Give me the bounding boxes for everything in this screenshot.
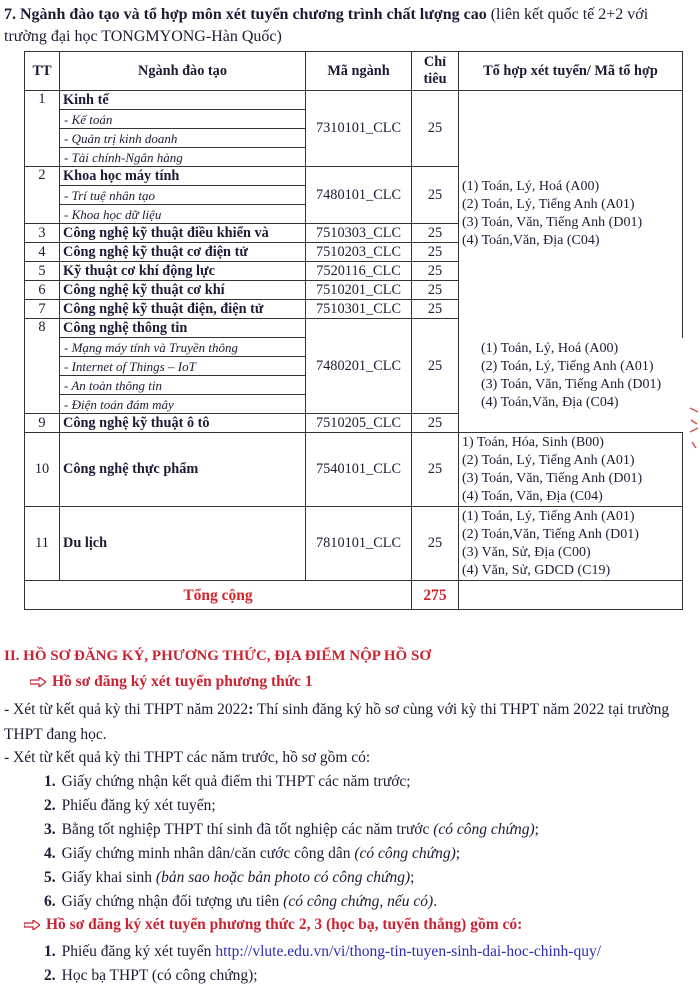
list-item [44, 866, 414, 890]
major-quota: 25 [412, 433, 459, 507]
list-item [44, 842, 460, 866]
total-row [25, 581, 683, 610]
list-item [44, 964, 258, 988]
major-name: Công nghệ kỹ thuật ô tô [60, 414, 306, 433]
item-text: Giấy chứng nhận đối tượng ưu tiên [61, 893, 284, 910]
combo-item: (1) Toán, Lý, Tiếng Anh (A01) [462, 508, 635, 524]
major-code: 7540101_CLC [306, 433, 412, 507]
major-name: Công nghệ thực phẩm [60, 433, 306, 507]
table-row [25, 414, 683, 433]
paragraph-current-year-text: Thí sinh đăng ký hồ sơ cùng với kỳ thi THPT năm 2022 tại trường THPT đang học. [4, 701, 670, 743]
major-name: Công nghệ thông tin [60, 319, 306, 338]
sub-major: - Mạng máy tính và Truyền thông [60, 338, 306, 357]
sub-major: - Điện toán đám mây [60, 395, 306, 414]
header-code: Mã ngành [306, 52, 412, 91]
major-code: 7510205_CLC [306, 414, 412, 433]
combo-item: (3) Toán, Văn, Tiếng Anh (D01) [481, 377, 662, 392]
major-code: 7510201_CLC [306, 281, 412, 300]
item-note: (có công chứng) [354, 845, 456, 862]
hand-pointing-icon [30, 677, 46, 687]
table-row [25, 91, 683, 110]
item-text: Phiếu đăng ký xét tuyển [61, 943, 216, 960]
section-7-title-bold: 7. Ngành đào tạo và tổ hợp môn xét tuyển chương trình chất lượng cao [4, 6, 487, 23]
combo-group-food [459, 433, 683, 507]
item-number: 2. [44, 797, 56, 814]
row-tt: 7 [25, 300, 60, 319]
item-text: Phiếu đăng ký xét tuyển; [61, 797, 216, 814]
major-quota: 25 [412, 224, 459, 243]
major-code: 7510301_CLC [306, 300, 412, 319]
header-tt: TT [25, 52, 60, 91]
list-item [44, 890, 437, 914]
major-name: Công nghệ kỹ thuật điều khiển và [60, 224, 306, 243]
total-value: 275 [412, 581, 459, 610]
combo-item: (4) Toán, Văn, Địa (C04) [462, 488, 603, 504]
paragraph-previous-years: - Xét từ kết quả kỳ thi THPT các năm trước, hồ sơ gồm có: [4, 749, 371, 766]
paragraph-colon: : [248, 701, 254, 718]
major-quota: 25 [412, 281, 459, 300]
item-text: Giấy chứng nhận kết quả điểm thi THPT các năm trước; [61, 773, 411, 790]
method-1-heading [30, 673, 313, 691]
combo-item: (2) Toán,Văn, Tiếng Anh (D01) [462, 526, 639, 542]
major-quota: 25 [412, 300, 459, 319]
item-number: 2. [44, 967, 56, 984]
major-code: 7510203_CLC [306, 243, 412, 262]
section-7-title-rest: (liên kết quốc tế 2+2 với trường đại học TONGMYONG-Hàn Quốc) [4, 6, 649, 45]
major-name: Du lịch [60, 507, 306, 581]
combo-group-2 [481, 340, 661, 412]
item-number: 6. [44, 893, 56, 910]
item-text: Học bạ THPT (có công chứng); [61, 967, 258, 984]
combo-item: (2) Toán, Lý, Tiếng Anh (A01) [481, 359, 654, 374]
sub-major: - Trí tuệ nhân tạo [60, 186, 306, 205]
combo-group-1 [459, 91, 683, 338]
method-1-title: Hồ sơ đăng ký xét tuyển phương thức 1 [52, 673, 313, 690]
majors-table [24, 51, 683, 610]
major-name: Kỹ thuật cơ khí động lực [60, 262, 306, 281]
major-quota: 25 [412, 507, 459, 581]
header-quota: Chỉ tiêu [412, 52, 459, 91]
hand-pointing-icon [24, 920, 40, 930]
item-tail: . [433, 893, 438, 910]
sub-major: - Quản trị kinh doanh [60, 129, 306, 148]
major-quota: 25 [412, 319, 459, 414]
major-code: 7480201_CLC [306, 319, 412, 414]
combo-item: (3) Văn, Sử, Địa (C00) [462, 544, 591, 560]
paragraph-current-year [4, 697, 694, 747]
item-note: (có công chứng, nếu có) [283, 893, 434, 910]
table-row [25, 507, 683, 581]
item-text: Bằng tốt nghiệp THPT thí sinh đã tốt nghiệp các năm trước [61, 821, 434, 838]
item-note: (bản sao hoặc bản photo có công chứng) [155, 869, 411, 886]
combo-group-tourism [459, 507, 683, 581]
item-text: Giấy khai sinh [61, 869, 156, 886]
major-code: 7310101_CLC [306, 91, 412, 167]
sub-major: - Internet of Things – IoT [60, 357, 306, 376]
row-tt: 9 [25, 414, 60, 433]
row-tt: 4 [25, 243, 60, 262]
item-tail: ; [410, 869, 415, 886]
total-label: Tổng cộng [25, 581, 412, 610]
header-combo: Tổ hợp xét tuyển/ Mã tổ hợp [459, 52, 683, 91]
sub-major: - Tài chính-Ngân hàng [60, 148, 306, 167]
combo-item: (3) Toán, Văn, Tiếng Anh (D01) [462, 215, 643, 231]
section-7-title [4, 4, 694, 48]
sub-major: - Khoa học dữ liệu [60, 205, 306, 224]
combo-item: 1) Toán, Hóa, Sinh (B00) [462, 434, 604, 450]
table-header-row [25, 52, 683, 91]
major-quota: 25 [412, 414, 459, 433]
combo-item: (4) Toán,Văn, Địa (C04) [481, 395, 619, 410]
paragraph-current-year-lead: - Xét từ kết quả kỳ thi THPT năm 2022 [4, 701, 249, 718]
combo-item: (1) Toán, Lý, Hoá (A00) [481, 341, 619, 356]
item-number: 1. [44, 773, 56, 790]
major-name: Công nghệ kỹ thuật điện, điện tử [60, 300, 306, 319]
item-number: 5. [44, 869, 56, 886]
list-item [44, 770, 411, 794]
method-23-title: Hồ sơ đăng ký xét tuyển phương thức 2, 3 (học bạ, tuyển thẳng) gồm có: [46, 916, 523, 933]
item-number: 1. [44, 943, 56, 960]
row-tt: 2 [25, 167, 60, 224]
row-tt: 8 [25, 319, 60, 414]
sub-major: - An toàn thông tin [60, 376, 306, 395]
combo-item: (4) Văn, Sử, GDCD (C19) [462, 562, 611, 578]
sub-major: - Kế toán [60, 110, 306, 129]
stamp-mark-icon [688, 402, 700, 452]
row-tt: 1 [25, 91, 60, 167]
total-empty-cell [459, 581, 683, 610]
item-number: 4. [44, 845, 56, 862]
item-number: 3. [44, 821, 56, 838]
table-row [25, 433, 683, 507]
combo-item: (2) Toán, Lý, Tiếng Anh (A01) [462, 452, 635, 468]
row-tt: 6 [25, 281, 60, 300]
combo-item: (4) Toán,Văn, Địa (C04) [462, 233, 600, 249]
combo-item: (3) Toán, Văn, Tiếng Anh (D01) [462, 470, 643, 486]
list-item [44, 940, 601, 964]
major-name: Công nghệ kỹ thuật cơ điện tử [60, 243, 306, 262]
list-item [44, 818, 539, 842]
major-code: 7520116_CLC [306, 262, 412, 281]
section-2-title: II. HỒ SƠ ĐĂNG KÝ, PHƯƠNG THỨC, ĐỊA ĐIỂM NỘP HỒ SƠ [4, 648, 431, 664]
major-quota: 25 [412, 91, 459, 167]
row-tt: 3 [25, 224, 60, 243]
item-tail: ; [455, 845, 461, 862]
major-name: Công nghệ kỹ thuật cơ khí [60, 281, 306, 300]
row-tt: 10 [25, 433, 60, 507]
major-quota: 25 [412, 243, 459, 262]
method-23-heading [24, 916, 522, 934]
header-major: Ngành đào tạo [60, 52, 306, 91]
combo-item: (1) Toán, Lý, Hoá (A00) [462, 179, 600, 195]
row-tt: 11 [25, 507, 60, 581]
major-code: 7510303_CLC [306, 224, 412, 243]
major-quota: 25 [412, 167, 459, 224]
stamp-mark [688, 402, 700, 452]
major-name: Kinh tế [60, 91, 306, 110]
major-name: Khoa học máy tính [60, 167, 306, 186]
combo-item: (2) Toán, Lý, Tiếng Anh (A01) [462, 197, 635, 213]
major-code: 7480101_CLC [306, 167, 412, 224]
list-item [44, 794, 216, 818]
row-tt: 5 [25, 262, 60, 281]
registration-form-link[interactable]: http://vlute.edu.vn/vi/thong-tin-tuyen-sinh-dai-hoc-chinh-quy/ [215, 943, 602, 960]
item-note: (có công chứng) [433, 821, 535, 838]
item-text: Giấy chứng minh nhân dân/căn cước công dân [61, 845, 355, 862]
major-quota: 25 [412, 262, 459, 281]
major-code: 7810101_CLC [306, 507, 412, 581]
item-tail: ; [534, 821, 539, 838]
